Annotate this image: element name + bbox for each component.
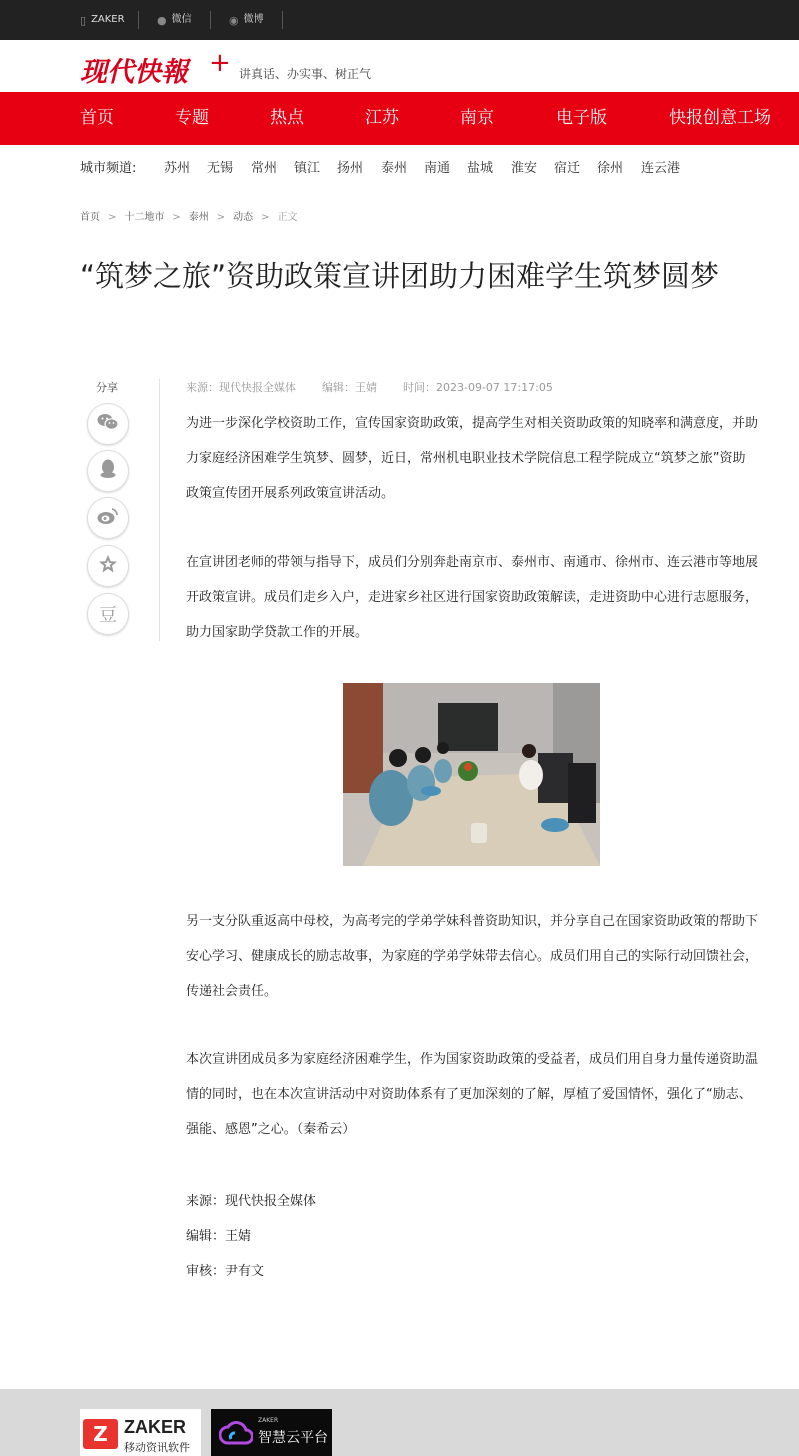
city-link[interactable]: 泰州 (381, 161, 408, 176)
nav-item-epaper[interactable]: 电子版 (556, 108, 607, 128)
cloud-platform-name: 智慧云平台 (258, 1430, 328, 1446)
breadcrumb-news[interactable]: 动态 (233, 212, 254, 223)
chevron-right-icon: > (261, 212, 270, 223)
article-paragraph: 本次宣讲团成员多为家庭经济困难学生，作为国家资助政策的受益者，成员们用自身力量传递资助温情的同时，也在本次宣讲活动中对资助体系有了更加深刻的了解，厚植了爱国情怀，强化了“励志、强能、感恩”之心。（秦希云） (186, 1052, 759, 1137)
topbar-divider (282, 11, 283, 29)
city-link[interactable]: 徐州 (597, 161, 624, 176)
city-link[interactable]: 扬州 (337, 161, 364, 176)
qq-share-button[interactable] (87, 450, 129, 492)
chevron-right-icon: > (108, 212, 117, 223)
breadcrumb (80, 208, 298, 223)
topbar-divider (210, 11, 211, 29)
nav-item-creative[interactable]: 快报创意工场 (669, 108, 771, 128)
weibo-share-icon (97, 507, 119, 530)
chevron-right-icon: > (216, 212, 226, 223)
zaker-cloud-logo[interactable] (211, 1409, 332, 1456)
article-time: 时间：2023-09-07 17:17:05 (403, 381, 553, 394)
weibo-icon: ◉ (229, 13, 239, 27)
site-slogan: 讲真话、办实事、树正气 (239, 67, 372, 81)
nav-item-hot[interactable]: 热点 (270, 108, 304, 128)
article-footer-source: 来源：现代快报全媒体 (186, 1194, 317, 1209)
breadcrumb-cities[interactable]: 十二地市 (124, 212, 165, 223)
city-link[interactable]: 南通 (424, 161, 451, 176)
article-meta (186, 379, 579, 395)
article-footer-editor: 编辑：王婧 (186, 1229, 252, 1244)
weibo-share-button[interactable] (87, 497, 129, 539)
wechat-share-icon (97, 413, 119, 436)
share-label: 分享 (96, 381, 118, 394)
nav-item-home[interactable]: 首页 (80, 108, 114, 128)
article-paragraph: 为进一步深化学校资助工作，宣传国家资助政策，提高学生对相关资助政策的知晓率和满意度，并助力家庭经济困难学生筑梦、圆梦，近日，常州机电职业技术学院信息工程学院成立“筑梦之旅”资助政策宣传团开展系列政策宣讲活动。 (186, 416, 759, 501)
share-divider (159, 379, 160, 641)
city-link[interactable]: 常州 (251, 161, 278, 176)
nav-item-jiangsu[interactable]: 江苏 (365, 108, 399, 128)
article-photo (343, 683, 600, 866)
breadcrumb-current: 正文 (277, 212, 298, 223)
city-link[interactable]: 淮安 (511, 161, 538, 176)
cloud-icon (219, 1419, 253, 1451)
douban-share-icon: 豆 (99, 605, 117, 626)
phone-icon: ▯ (80, 13, 87, 27)
city-link[interactable]: 苏州 (164, 161, 191, 176)
breadcrumb-home[interactable]: 首页 (80, 212, 100, 223)
article-editor: 编辑：王婧 (322, 381, 377, 394)
zaker-subtitle: 移动资讯软件 (124, 1441, 190, 1454)
site-logo[interactable]: 现代快報 (80, 57, 188, 88)
city-channels-label: 城市频道: (80, 161, 137, 176)
topbar-weibo-link[interactable]: ◉ 微博 (229, 13, 264, 27)
breadcrumb-taizhou[interactable]: 泰州 (188, 212, 209, 223)
main-nav (0, 92, 799, 145)
zaker-app-logo[interactable] (80, 1409, 201, 1456)
article-source: 来源：现代快报全媒体 (186, 381, 296, 394)
city-link[interactable]: 无锡 (207, 161, 234, 176)
star-icon (98, 554, 118, 579)
topbar-wechat-link[interactable]: ● 微信 (157, 13, 192, 27)
nav-item-nanjing[interactable]: 南京 (460, 108, 494, 128)
article-footer-reviewer: 审核：尹有文 (186, 1264, 265, 1279)
topbar-divider (138, 11, 139, 29)
page-footer (0, 1389, 799, 1456)
city-link[interactable]: 盐城 (467, 161, 494, 176)
zaker-name: ZAKER (124, 1417, 186, 1437)
douban-share-button[interactable] (87, 593, 129, 635)
wechat-share-button[interactable] (87, 403, 129, 445)
article-title: “筑梦之旅”资助政策宣讲团助力困难学生筑梦圆梦 (80, 259, 720, 293)
zaker-z-icon: Z (83, 1419, 118, 1449)
logo-plus-icon: + (209, 48, 231, 78)
topbar-zaker-link[interactable]: ▯ ZAKER (80, 13, 125, 27)
city-link[interactable]: 宿迁 (554, 161, 581, 176)
city-link[interactable]: 连云港 (641, 161, 681, 176)
article-paragraph: 另一支分队重返高中母校，为高考完的学弟学妹科普资助知识，并分享自己在国家资助政策的帮助下安心学习、健康成长的励志故事，为家庭的学弟学妹带去信心。成员们用自己的实际行动回馈社会，传递社会责任。 (186, 914, 759, 999)
cloud-brand-small: ZAKER (258, 1417, 279, 1424)
logo-row (0, 40, 799, 92)
qq-share-icon (99, 459, 117, 484)
top-bar (0, 0, 799, 40)
chevron-right-icon: > (172, 212, 181, 223)
qzone-share-button[interactable] (87, 545, 129, 587)
wechat-icon: ● (157, 13, 167, 27)
city-link[interactable]: 镇江 (294, 161, 321, 176)
article-paragraph: 在宣讲团老师的带领与指导下，成员们分别奔赴南京市、泰州市、南通市、徐州市、连云港市等地展开政策宣讲。成员们走乡入户，走进家乡社区进行国家资助政策解读，走进资助中心进行志愿服务，助力国家助学贷款工作的开展。 (186, 555, 759, 640)
nav-item-topics[interactable]: 专题 (175, 108, 209, 128)
